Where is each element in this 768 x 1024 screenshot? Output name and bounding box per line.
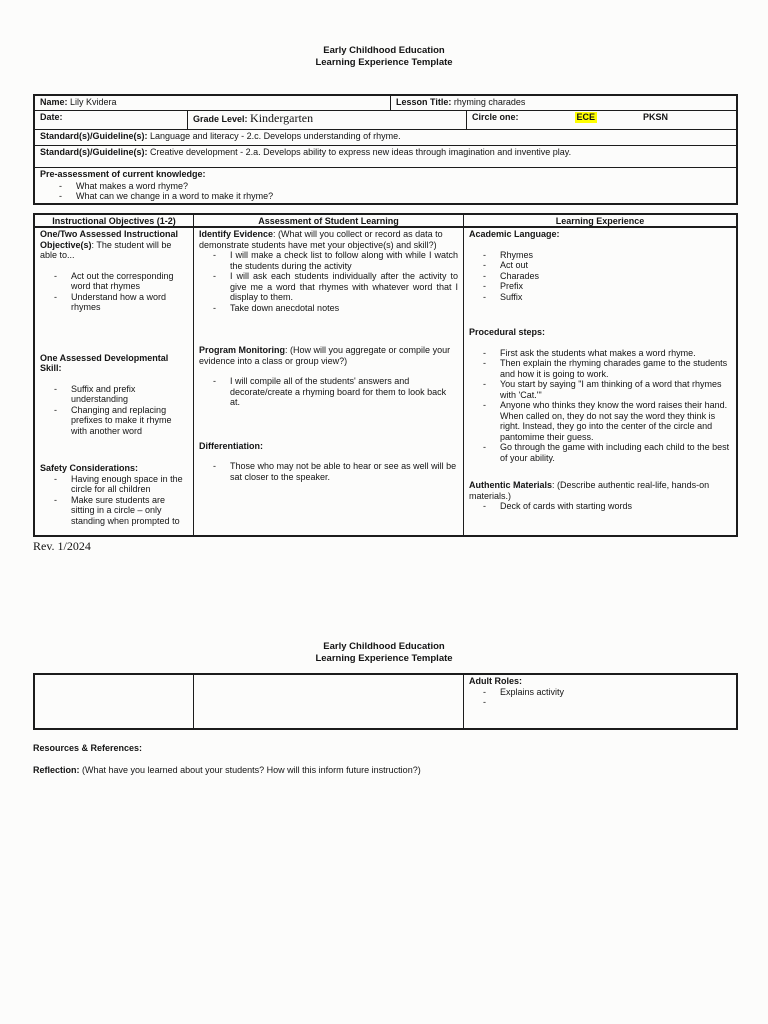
standard-1-label: Standard(s)/Guideline(s): bbox=[40, 131, 148, 141]
list-item: - First ask the students what makes a word rhyme. bbox=[483, 348, 731, 359]
document-title-line2: Learning Experience Template bbox=[315, 57, 453, 68]
reflection-text: (What have you learned about your students? How will this inform future instruction?) bbox=[82, 765, 421, 775]
name-value: Lily Kvidera bbox=[70, 97, 117, 107]
list-item: - What makes a word rhyme? bbox=[59, 181, 731, 192]
program-monitoring-list bbox=[199, 376, 458, 408]
circle-option-pksn: PKSN bbox=[643, 112, 669, 122]
standard-1-text: Language and literacy - 2.c. Develops understanding of rhyme. bbox=[150, 131, 401, 141]
continuation-table bbox=[33, 673, 738, 730]
lesson-title-cell bbox=[390, 96, 736, 110]
academic-language-heading: Academic Language: bbox=[469, 229, 560, 239]
list-item: - Those who may not be able to hear or see as well will be sat closer to the speaker. bbox=[213, 461, 458, 482]
standard-2-text: Creative development - 2.a. Develops ability to express new ideas through imagination and inventive play. bbox=[150, 147, 572, 157]
lesson-info-table bbox=[33, 94, 738, 205]
list-item: - Make sure students are sitting in a circle – only standing when prompted to bbox=[54, 495, 188, 527]
identify-evidence-text: : (What will you collect or record as data to demonstrate students have met your objective(s) and skill?) bbox=[199, 229, 443, 250]
authentic-materials-heading bbox=[469, 480, 731, 501]
list-item: - I will ask each students individually after the activity to give me a word that rhymes with whatever word that I display to them. bbox=[213, 271, 458, 303]
table-row bbox=[35, 96, 736, 110]
list-item: - Act out the corresponding word that rhymes bbox=[54, 271, 188, 292]
list-item: - I will compile all of the students' answers and decorate/create a rhyming board for them to look back at. bbox=[213, 376, 458, 408]
adult-roles-label: Adult Roles: bbox=[469, 676, 522, 686]
list-item: - Explains activity bbox=[483, 687, 731, 698]
instructional-objectives-text: : The student will be able to... bbox=[40, 239, 172, 260]
document-title-line1: Early Childhood Education bbox=[323, 45, 445, 56]
list-item: - Act out bbox=[483, 260, 731, 271]
list-item: - Then explain the rhyming charades game to the students and how it is going to work. bbox=[483, 358, 731, 379]
list-item: - Having enough space in the circle for all children bbox=[54, 474, 188, 495]
instructional-objectives-heading bbox=[40, 229, 188, 261]
list-item: - Changing and replacing prefixes to make it rhyme with another word bbox=[54, 405, 188, 437]
lesson-plan-table bbox=[33, 213, 738, 537]
list-item: - Deck of cards with starting words bbox=[483, 501, 731, 512]
table-row bbox=[35, 129, 736, 145]
list-item: - Charades bbox=[483, 271, 731, 282]
empty-cell bbox=[193, 675, 463, 728]
grade-level-cell bbox=[187, 111, 466, 129]
date-cell bbox=[35, 111, 187, 129]
instructional-objectives-label: One/Two Assessed Instructional Objective(s) bbox=[40, 229, 179, 250]
safety-considerations-list bbox=[40, 474, 188, 527]
table-row bbox=[35, 145, 736, 167]
differentiation-list bbox=[199, 461, 458, 482]
procedural-steps-list bbox=[469, 348, 731, 464]
circle-one-cell bbox=[466, 111, 736, 129]
standard-1-cell bbox=[35, 130, 736, 145]
safety-considerations-heading: Safety Considerations: bbox=[40, 463, 139, 473]
column-header-objectives: Instructional Objectives (1-2) bbox=[35, 215, 193, 228]
column-header-assessment: Assessment of Student Learning bbox=[193, 215, 463, 228]
list-item: - Prefix bbox=[483, 281, 731, 292]
revision-note: Rev. 1/2024 bbox=[33, 539, 91, 553]
list-item: - I will make a check list to follow along with while I watch the students during the activity bbox=[213, 250, 458, 271]
resources-references-heading bbox=[33, 743, 142, 754]
adult-roles-list bbox=[469, 687, 731, 698]
document-title-line1: Early Childhood Education bbox=[323, 641, 445, 652]
program-monitoring-text: : (How will you aggregate or compile your evidence into a class or group view?) bbox=[199, 345, 451, 366]
document-title-page2 bbox=[0, 641, 768, 665]
developmental-skill-list bbox=[40, 384, 188, 437]
list-item: - Suffix and prefix understanding bbox=[54, 384, 188, 405]
table-row bbox=[35, 110, 736, 129]
reflection-label: Reflection: bbox=[33, 765, 80, 775]
list-item: - Suffix bbox=[483, 292, 731, 303]
circle-option-ece: ECE bbox=[576, 112, 596, 122]
list-item: - Go through the game with including each child to the best of your ability. bbox=[483, 442, 731, 463]
list-item: - Anyone who thinks they know the word raises their hand. When called on, they do not say the word they think is right. Instead, they go into the center of the circle and pantomime their guess. bbox=[483, 400, 731, 442]
standard-2-label: Standard(s)/Guideline(s): bbox=[40, 147, 148, 157]
document-title-line2: Learning Experience Template bbox=[315, 653, 453, 664]
standard-2-cell bbox=[35, 146, 736, 167]
name-cell bbox=[35, 96, 390, 110]
reflection-heading bbox=[33, 765, 421, 776]
list-item: - What can we change in a word to make it rhyme? bbox=[59, 191, 731, 202]
column-header-experience: Learning Experience bbox=[463, 215, 736, 228]
authentic-materials-label: Authentic Materials bbox=[469, 480, 553, 490]
circle-one-label: Circle one: bbox=[472, 112, 519, 122]
program-monitoring-heading bbox=[199, 345, 458, 366]
list-item: - You start by saying "I am thinking of a word that rhymes with 'Cat.'" bbox=[483, 379, 731, 400]
name-label: Name: bbox=[40, 97, 68, 107]
list-item: - Understand how a word rhymes bbox=[54, 292, 188, 313]
preassessment-label: Pre-assessment of current knowledge: bbox=[40, 169, 206, 179]
lesson-title-value: rhyming charades bbox=[453, 97, 526, 107]
lesson-title-label: Lesson Title: bbox=[396, 97, 452, 107]
resources-references-label: Resources & References: bbox=[33, 743, 143, 753]
differentiation-heading: Differentiation: bbox=[199, 440, 263, 451]
document-title bbox=[0, 45, 768, 69]
authentic-materials-list bbox=[469, 501, 731, 512]
table-row bbox=[35, 167, 736, 203]
developmental-skill-heading: One Assessed Developmental Skill: bbox=[40, 352, 169, 373]
program-monitoring-label: Program Monitoring bbox=[199, 345, 285, 355]
academic-language-list bbox=[469, 250, 731, 303]
objectives-cell bbox=[35, 228, 193, 535]
procedural-steps-heading: Procedural steps: bbox=[469, 327, 546, 337]
grade-level-value: Kindergarten bbox=[250, 111, 314, 125]
grade-level-label: Grade Level: bbox=[193, 114, 248, 124]
instructional-objectives-list bbox=[40, 271, 188, 313]
identify-evidence-list bbox=[199, 250, 458, 313]
list-item: - Take down anecdotal notes bbox=[213, 303, 458, 314]
empty-cell bbox=[35, 675, 193, 728]
adult-roles-cell bbox=[463, 675, 736, 728]
list-item: - Rhymes bbox=[483, 250, 731, 261]
experience-cell bbox=[463, 228, 736, 535]
assessment-cell bbox=[193, 228, 463, 535]
identify-evidence-label: Identify Evidence bbox=[199, 229, 274, 239]
identify-evidence-heading bbox=[199, 229, 458, 250]
authentic-materials-text: : (Describe authentic real-life, hands-on materials.) bbox=[469, 480, 710, 501]
preassessment-cell bbox=[35, 168, 736, 203]
date-label: Date: bbox=[40, 112, 63, 122]
preassessment-list bbox=[40, 181, 731, 202]
